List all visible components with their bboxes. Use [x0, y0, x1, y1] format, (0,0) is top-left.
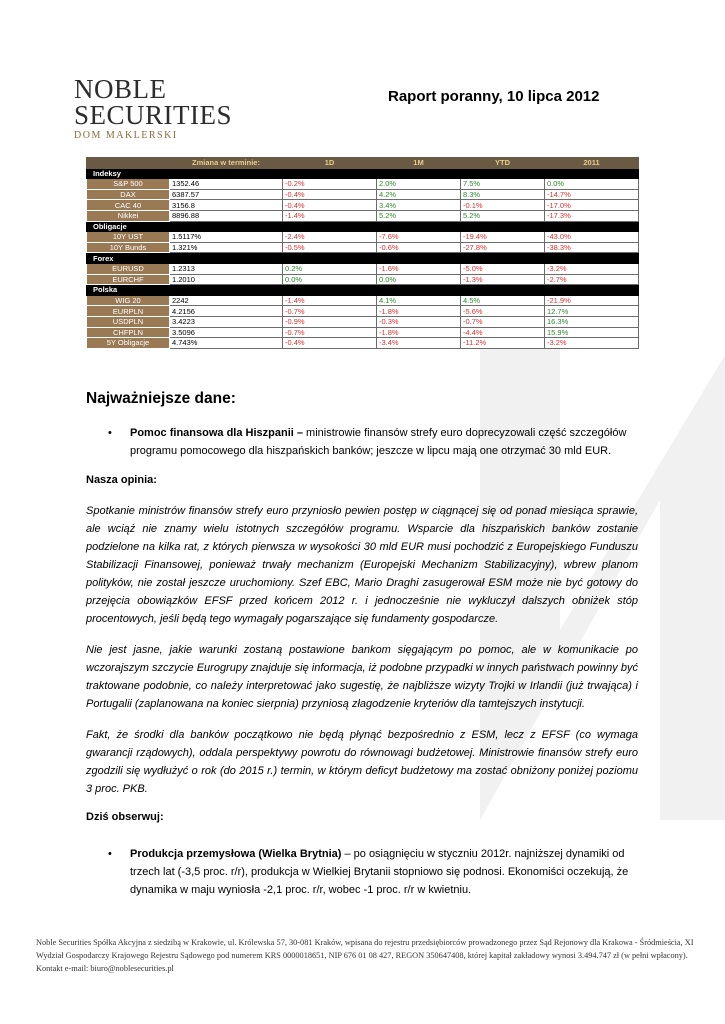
opinion-label: Nasza opinia: [86, 474, 157, 486]
change-ytd: -11.2% [461, 338, 545, 349]
instrument-value: 4.2156 [170, 306, 283, 317]
change-ytd: 7.5% [461, 179, 545, 190]
change-1d: -0.9% [283, 316, 377, 327]
table-row [87, 295, 639, 306]
change-1m: -3.4% [377, 338, 461, 349]
change-2011: 12.7% [545, 306, 639, 317]
instrument-name: CAC 40 [87, 200, 170, 211]
section-label: Polska [87, 285, 639, 296]
section-label: Indeksy [87, 168, 639, 179]
change-2011: 16.3% [545, 316, 639, 327]
instrument-name: CHFPLN [87, 327, 170, 338]
market-table [86, 157, 639, 349]
watch-label: Dziś obserwuj: [86, 811, 164, 823]
instrument-name: 10Y UST [87, 232, 170, 243]
instrument-value: 2242 [170, 295, 283, 306]
bullet-text: – po osiągnięciu w styczniu 2012r. najniższej dynamiki od trzech lat (-3,5 proc. r/r), produkcja w Wielkiej Brytanii stopniowo się podnosi. Ekonomiści oczekują, że dynamika w maju wyniosła -2,1 proc. r/r, wobec -1 proc. r/r w kwietniu. [130, 848, 629, 896]
change-1d: -0.7% [283, 306, 377, 317]
table-header-1m: 1M [377, 158, 461, 169]
bullet-icon: • [108, 848, 112, 860]
change-ytd: -27.8% [461, 242, 545, 253]
bullet-title: Pomoc finansowa dla Hiszpanii – [130, 427, 303, 439]
instrument-value: 3156.8 [170, 200, 283, 211]
change-1m: 5.2% [377, 210, 461, 221]
table-header-row [87, 158, 639, 169]
bullet-text: ministrowie finansów strefy euro doprecyzowali część szczegółów programu pomocowego dla hiszpańskich banków; jeszcze w lipcu mają one otrzymać 30 mld EUR. [130, 427, 627, 457]
instrument-name: EURCHF [87, 274, 170, 285]
table-row [87, 274, 639, 285]
table-header-corner [87, 158, 170, 169]
change-2011: -3.2% [545, 338, 639, 349]
instrument-name: EURPLN [87, 306, 170, 317]
change-2011: -43.0% [545, 232, 639, 243]
table-section-row [87, 221, 639, 232]
change-1m: -0.3% [377, 316, 461, 327]
change-1m: -1.6% [377, 263, 461, 274]
paragraph: Fakt, że środki dla banków początkowo nie będą płynąć bezpośrednio z ESM, lecz z EFSF (co wymaga gwarancji rządowych), oddala perspektywy powrotu do równowagi budżetowej. Ministrowie finansów strefy euro zgodzili się wydłużyć o rok (do 2015 r.) termin, w którym deficyt budżetowy ma zostać obniżony poniżej poziomu 3 proc. PKB. [86, 729, 638, 795]
change-1m: 0.0% [377, 274, 461, 285]
change-1d: -1.4% [283, 210, 377, 221]
change-1d: -0.4% [283, 338, 377, 349]
change-ytd: -5.0% [461, 263, 545, 274]
table-row [87, 306, 639, 317]
change-1d: 0.0% [283, 274, 377, 285]
table-header-term: Zmiana w terminie: [170, 158, 283, 169]
change-ytd: -1.3% [461, 274, 545, 285]
change-1m: -1.8% [377, 327, 461, 338]
change-ytd: -0.7% [461, 316, 545, 327]
change-1d: -0.4% [283, 189, 377, 200]
change-ytd: -0.1% [461, 200, 545, 211]
change-2011: -14.7% [545, 189, 639, 200]
table-row [87, 210, 639, 221]
change-2011: -2.7% [545, 274, 639, 285]
change-1d: -0.4% [283, 200, 377, 211]
instrument-name: Nikkei [87, 210, 170, 221]
change-1m: 4.2% [377, 189, 461, 200]
table-section-row [87, 285, 639, 296]
report-content [86, 390, 638, 913]
change-ytd: 4.5% [461, 295, 545, 306]
change-1d: -0.2% [283, 179, 377, 190]
change-1m: 3.4% [377, 200, 461, 211]
bullet-icon: • [108, 427, 112, 439]
section-heading: Najważniejsze dane: [86, 390, 236, 407]
change-2011: -21.9% [545, 295, 639, 306]
table-row [87, 179, 639, 190]
change-ytd: -4.4% [461, 327, 545, 338]
change-1m: -0.6% [377, 242, 461, 253]
instrument-name: EURUSD [87, 263, 170, 274]
company-logo: NOBLE SECURITIES DOM MAKLERSKI [74, 74, 233, 141]
change-2011: 0.0% [545, 179, 639, 190]
section-label: Obligacje [87, 221, 639, 232]
table-row [87, 200, 639, 211]
section-label: Forex [87, 253, 639, 264]
instrument-value: 3.5096 [170, 327, 283, 338]
paragraph: Spotkanie ministrów finansów strefy euro przyniosło pewien postęp w ciągnącej się od ponad miesiąca sprawie, ale wciąż nie znamy wielu istotnych szczegółów programu. Wsparcie dla hiszpańskich banków zostanie podzielone na kilka rat, z których pierwsza w wysokości 30 mld EUR musi pochodzić z Europejskiego Funduszu Stabilizacji Finansowej, ponieważ trwały mechanizm (Europejski Mechanizm Stabilizacyjny), wbrew planom polityków, nie został jeszcze uruchomiony. Szef EBC, Mario Draghi zasugerował ESM może nie być gotowy do przejęcia obowiązków EFSF przed końcem 2012 r. i jednocześnie nie wykluczył dalszych obniżek stóp procentowych, jeśli będą tego wymagały pogarszające się fundamenty gospodarcze. [86, 505, 638, 625]
instrument-value: 1.321% [170, 242, 283, 253]
change-ytd: 5.2% [461, 210, 545, 221]
change-2011: -3.2% [545, 263, 639, 274]
instrument-name: 10Y Bunds [87, 242, 170, 253]
change-1d: -1.4% [283, 295, 377, 306]
instrument-value: 4.743% [170, 338, 283, 349]
change-2011: -17.3% [545, 210, 639, 221]
change-ytd: -5.6% [461, 306, 545, 317]
instrument-name: 5Y Obligacje [87, 338, 170, 349]
table-row [87, 242, 639, 253]
table-row [87, 189, 639, 200]
instrument-value: 8896.88 [170, 210, 283, 221]
change-1m: -1.8% [377, 306, 461, 317]
table-row [87, 316, 639, 327]
table-header-2011: 2011 [545, 158, 639, 169]
instrument-value: 1.2313 [170, 263, 283, 274]
change-2011: 15.9% [545, 327, 639, 338]
table-header-1d: 1D [283, 158, 377, 169]
change-2011: -38.3% [545, 242, 639, 253]
table-row [87, 232, 639, 243]
report-title: Raport poranny, 10 lipca 2012 [388, 88, 600, 105]
instrument-value: 1.5117% [170, 232, 283, 243]
instrument-value: 1.2010 [170, 274, 283, 285]
table-header-ytd: YTD [461, 158, 545, 169]
instrument-name: DAX [87, 189, 170, 200]
instrument-name: USDPLN [87, 316, 170, 327]
list-item [86, 845, 638, 899]
instrument-value: 1352.46 [170, 179, 283, 190]
bullet-title: Produkcja przemysłowa (Wielka Brytnia) [130, 848, 342, 860]
table-section-row [87, 168, 639, 179]
change-1m: 2.0% [377, 179, 461, 190]
instrument-name: S&P 500 [87, 179, 170, 190]
change-1d: -0.5% [283, 242, 377, 253]
instrument-value: 3.4223 [170, 316, 283, 327]
change-1d: -2.4% [283, 232, 377, 243]
table-row [87, 338, 639, 349]
footer-legal-text: Noble Securities Spółka Akcyjna z siedzibą w Krakowie, ul. Królewska 57, 30-081 Kraków, wpisana do rejestru przedsiębiorców prowadzonego przez Sąd Rejonowy dla Krakowa - Śródmieścia, XI Wydział Gospodarczy Krajowego Rejestru Sądowego pod numerem KRS 0000018651, NIP 676 01 08 427, REGON 350647408, której kapitał zakładowy wynosi 3.494.747 zł (w pełni wpłacony). Kontakt e-mail: biuro@noblesecurities.pl [36, 938, 694, 973]
change-1m: -7.6% [377, 232, 461, 243]
list-item [86, 424, 638, 460]
table-row [87, 263, 639, 274]
instrument-value: 6387.57 [170, 189, 283, 200]
instrument-name: WIG 20 [87, 295, 170, 306]
change-1m: 4.1% [377, 295, 461, 306]
table-section-row [87, 253, 639, 264]
change-1d: 0.2% [283, 263, 377, 274]
change-ytd: 8.3% [461, 189, 545, 200]
change-ytd: -19.4% [461, 232, 545, 243]
paragraph: Nie jest jasne, jakie warunki zostaną postawione bankom sięgającym po pomoc, ale w komunikacie po wczorajszym szczycie Eurogrupy znajduje się informacja, iż podobne przypadki w innych państwach powinny być traktowane podobnie, co należy interpretować jako sugestię, że najbliższe wizyty Trojki w Irlandii (już trwająca) i Portugalii (zaplanowana na koniec sierpnia) przyniosą złagodzenie kryteriów dla tamtejszych instytucji. [86, 644, 638, 710]
table-row [87, 327, 639, 338]
change-2011: -17.0% [545, 200, 639, 211]
change-1d: -0.7% [283, 327, 377, 338]
